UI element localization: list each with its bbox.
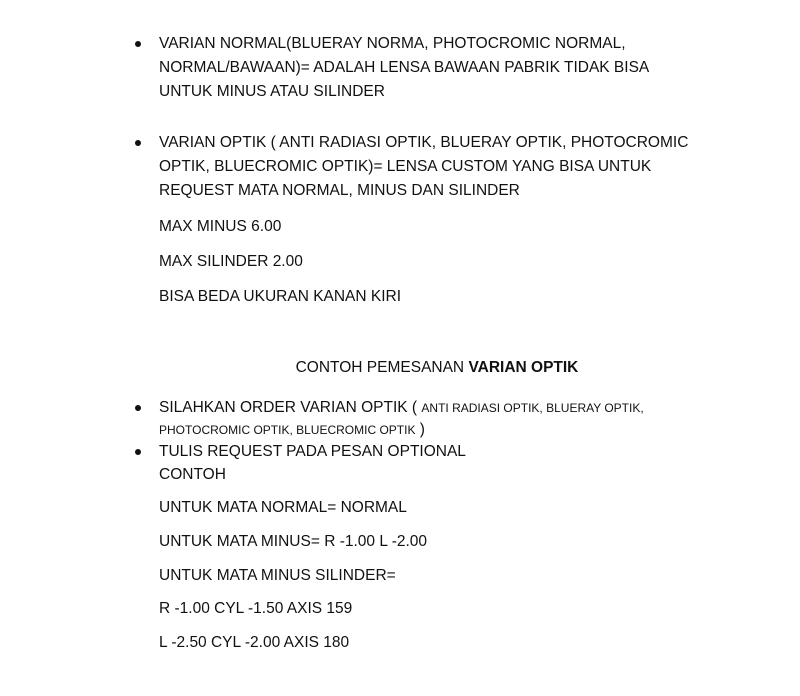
note-max-minus: MAX MINUS 6.00 — [159, 218, 282, 235]
varian-normal-line-3: UNTUK MINUS ATAU SILINDER — [159, 83, 385, 100]
bullet-icon — [135, 140, 141, 146]
varian-optik-line-2: OPTIK, BLUECROMIC OPTIK)= LENSA CUSTOM YANG BISA UNTUK — [159, 158, 652, 175]
order-variants-part-1: ANTI RADIASI OPTIK, BLUERAY OPTIK, — [421, 401, 644, 415]
section-title-prefix: CONTOH PEMESANAN — [295, 359, 469, 376]
varian-normal-line-1: VARIAN NORMAL(BLUERAY NORMA, PHOTOCROMIC NORMAL, — [159, 35, 626, 52]
bullet-icon — [135, 405, 141, 411]
example-minus: UNTUK MATA MINUS= R -1.00 L -2.00 — [159, 533, 428, 550]
order-instruction-main: SILAHKAN ORDER VARIAN OPTIK ( — [159, 399, 422, 416]
example-left-eye: L -2.50 CYL -2.00 AXIS 180 — [159, 634, 350, 651]
varian-optik-line-1: VARIAN OPTIK ( ANTI RADIASI OPTIK, BLUERAY OPTIK, PHOTOCROMIC — [159, 134, 689, 151]
varian-normal-line-2: NORMAL/BAWAAN)= ADALAH LENSA BAWAAN PABRIK TIDAK BISA — [159, 59, 650, 76]
request-instruction-line-2: CONTOH — [159, 466, 226, 483]
note-beda-ukuran: BISA BEDA UKURAN KANAN KIRI — [159, 288, 402, 305]
order-variants-part-2: PHOTOCROMIC OPTIK, BLUECROMIC OPTIK — [159, 423, 416, 437]
example-right-eye: R -1.00 CYL -1.50 AXIS 159 — [159, 600, 353, 617]
order-instruction-close: ) — [415, 421, 425, 438]
section-title-bold: VARIAN OPTIK — [468, 359, 579, 376]
bullet-icon — [135, 41, 141, 47]
example-minus-silinder-label: UNTUK MATA MINUS SILINDER= — [159, 567, 396, 584]
varian-optik-line-3: REQUEST MATA NORMAL, MINUS DAN SILINDER — [159, 182, 520, 199]
request-instruction-line-1: TULIS REQUEST PADA PESAN OPTIONAL — [159, 443, 466, 460]
note-max-silinder: MAX SILINDER 2.00 — [159, 253, 303, 270]
bullet-icon — [135, 449, 141, 455]
order-instruction-line-1 — [159, 396, 644, 420]
order-instruction-line-2 — [159, 418, 425, 442]
example-normal: UNTUK MATA NORMAL= NORMAL — [159, 499, 407, 516]
section-title — [0, 356, 800, 380]
